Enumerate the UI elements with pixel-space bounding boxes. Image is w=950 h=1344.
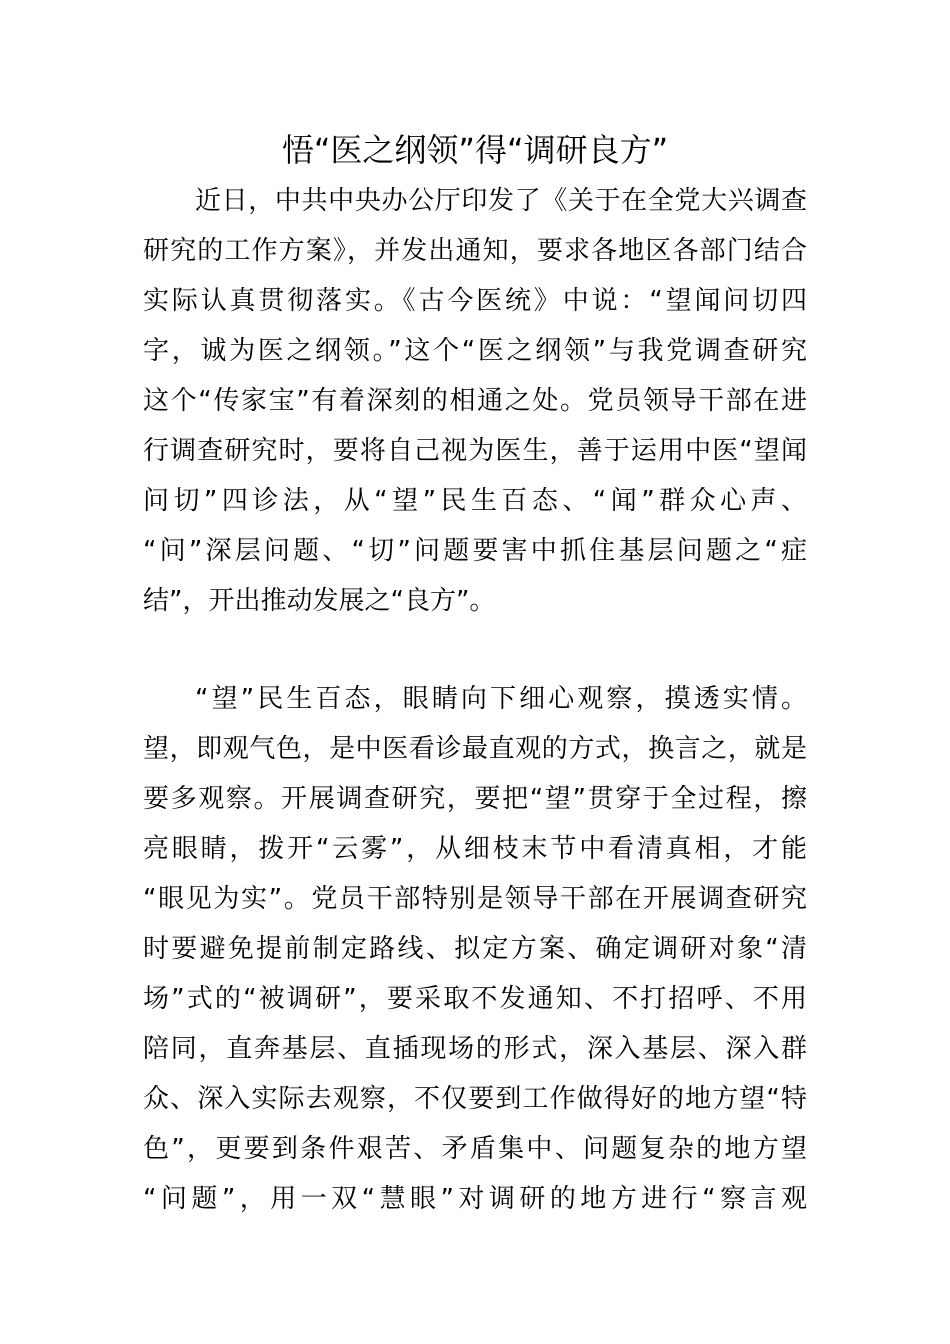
text-line: “望”民生百态，眼睛向下细心观察，摸透实情。 bbox=[195, 684, 807, 714]
text-line: “问”深层问题、“切”问题要害中抓住基层问题之“症 bbox=[143, 536, 807, 566]
text-line: 问切”四诊法，从“望”民生百态、“闻”群众心声、 bbox=[143, 486, 807, 516]
text-line: 研究的工作方案》，并发出通知，要求各地区各部门结合 bbox=[143, 236, 807, 266]
text-line: 实际认真贯彻落实。《古今医统》中说：“望闻问切四 bbox=[143, 286, 807, 316]
text-line: “眼见为实”。党员干部特别是领导干部在开展调查研究 bbox=[143, 884, 807, 914]
text-line: 字，诚为医之纲领。”这个“医之纲领”与我党调查研究 bbox=[143, 336, 807, 366]
text-line: 亮眼睛，拨开“云雾”，从细枝末节中看清真相，才能 bbox=[143, 834, 807, 864]
text-line: 陪同，直奔基层、直插现场的形式，深入基层、深入群 bbox=[143, 1034, 807, 1064]
text-line: 这个“传家宝”有着深刻的相通之处。党员领导干部在进 bbox=[143, 386, 807, 416]
paragraph-2 bbox=[143, 674, 807, 1224]
text-line: 要多观察。开展调查研究，要把“望”贯穿于全过程，擦 bbox=[143, 784, 807, 814]
paragraph-1 bbox=[143, 176, 807, 626]
text-line: 众、深入实际去观察，不仅要到工作做得好的地方望“特 bbox=[143, 1084, 807, 1114]
text-line: 行调查研究时，要将自己视为医生，善于运用中医“望闻 bbox=[143, 436, 807, 466]
text-line: 场”式的“被调研”，要采取不发通知、不打招呼、不用 bbox=[143, 984, 807, 1014]
text-line: 结”，开出推动发展之“良方”。 bbox=[143, 586, 496, 616]
text-line: 时要避免提前制定路线、拟定方案、确定调研对象“清 bbox=[143, 934, 807, 964]
text-line: 色”，更要到条件艰苦、矛盾集中、问题复杂的地方望 bbox=[143, 1134, 807, 1164]
document-title: 悟“医之纲领”得“调研良方” bbox=[281, 131, 669, 169]
text-line: “问题”，用一双“慧眼”对调研的地方进行“察言观 bbox=[143, 1184, 807, 1214]
text-line: 望，即观气色，是中医看诊最直观的方式，换言之，就是 bbox=[143, 734, 807, 764]
text-line: 近日，中共中央办公厅印发了《关于在全党大兴调查 bbox=[195, 186, 807, 216]
